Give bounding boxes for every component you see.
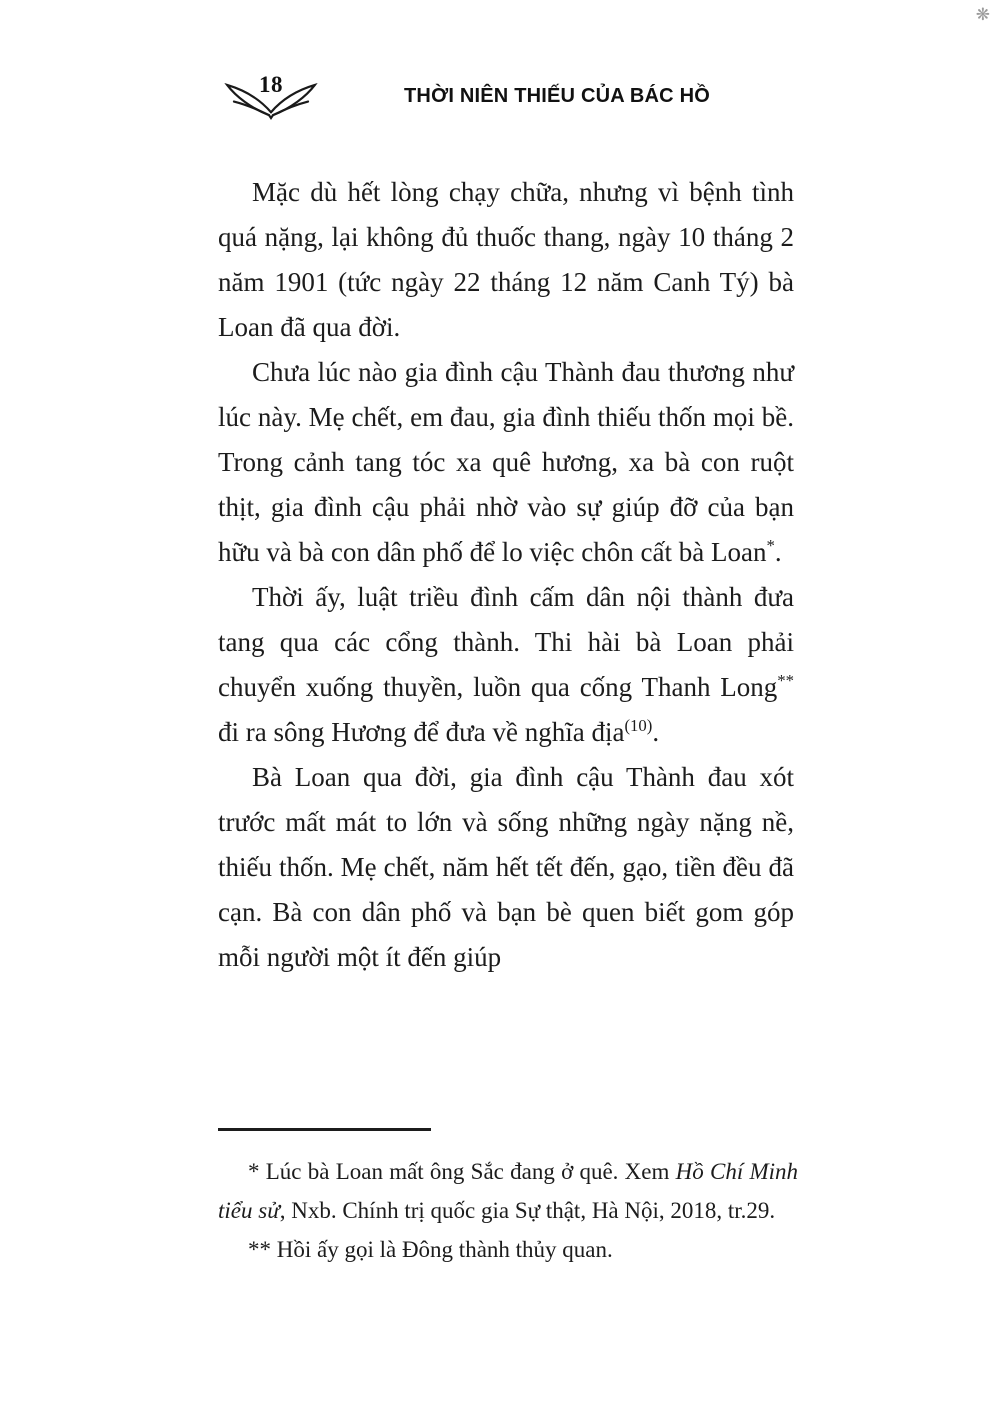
text-segment: Mặc dù hết lòng chạy chữa, nhưng vì bệnh tình quá nặng, lại không đủ thuốc thang, ngày 10 tháng 2 năm 1901 (tức ngày 22 tháng 12 năm Canh Tý) bà Loan đã qua đời. bbox=[218, 177, 794, 342]
text-segment: * Lúc bà Loan mất ông Sắc đang ở quê. Xem bbox=[248, 1159, 676, 1184]
text-segment: Chưa lúc nào gia đình cậu Thành đau thương như lúc này. Mẹ chết, em đau, gia đình thiếu thốn mọi bề. Trong cảnh tang tóc xa quê hương, xa bà con ruột thịt, gia đình cậu phải nhờ vào sự giúp đỡ của bạn hữu và bà con dân phố để lo việc chôn cất bà Loan bbox=[218, 357, 794, 567]
running-title: THỜI NIÊN THIẾU CỦA BÁC HỒ bbox=[404, 85, 710, 107]
footnote-book-title: Hồ Chí Minh tiểu sử bbox=[218, 1159, 798, 1223]
page-number: 18 bbox=[259, 72, 283, 97]
footnote-marker: ** bbox=[777, 671, 794, 690]
paragraph bbox=[218, 170, 794, 350]
text-segment: ** Hồi ấy gọi là Đông thành thủy quan. bbox=[248, 1237, 613, 1262]
corner-ornament-icon: ❋ bbox=[975, 5, 990, 25]
text-segment: Thời ấy, luật triều đình cấm dân nội thành đưa tang qua các cổng thành. Thi hài bà Loan phải chuyển xuống thuyền, luồn qua cống Thanh Long bbox=[218, 582, 794, 702]
text-segment: , Nxb. Chính trị quốc gia Sự thật, Hà Nội, 2018, tr.29. bbox=[279, 1198, 776, 1223]
footnote-reference-number: (10) bbox=[624, 716, 653, 735]
footnote bbox=[218, 1152, 798, 1230]
text-segment: Bà Loan qua đời, gia đình cậu Thành đau xót trước mất mát to lớn và sống những ngày nặng nề, thiếu thốn. Mẹ chết, năm hết tết đến, gạo, tiền đều đã cạn. Bà con dân phố và bạn bè quen biết gom góp mỗi người một ít đến giúp bbox=[218, 762, 794, 972]
paragraph bbox=[218, 755, 794, 980]
footnote bbox=[218, 1230, 798, 1269]
footnote-marker: * bbox=[766, 536, 775, 555]
text-segment: đi ra sông Hương để đưa về nghĩa địa bbox=[218, 717, 625, 747]
body-text bbox=[218, 170, 794, 980]
text-segment: . bbox=[774, 537, 782, 567]
paragraph bbox=[218, 350, 794, 575]
page-number-badge bbox=[224, 72, 318, 122]
paragraph bbox=[218, 575, 794, 755]
footnotes bbox=[218, 1152, 798, 1269]
text-segment: . bbox=[652, 717, 660, 747]
footnote-separator bbox=[218, 1128, 431, 1131]
